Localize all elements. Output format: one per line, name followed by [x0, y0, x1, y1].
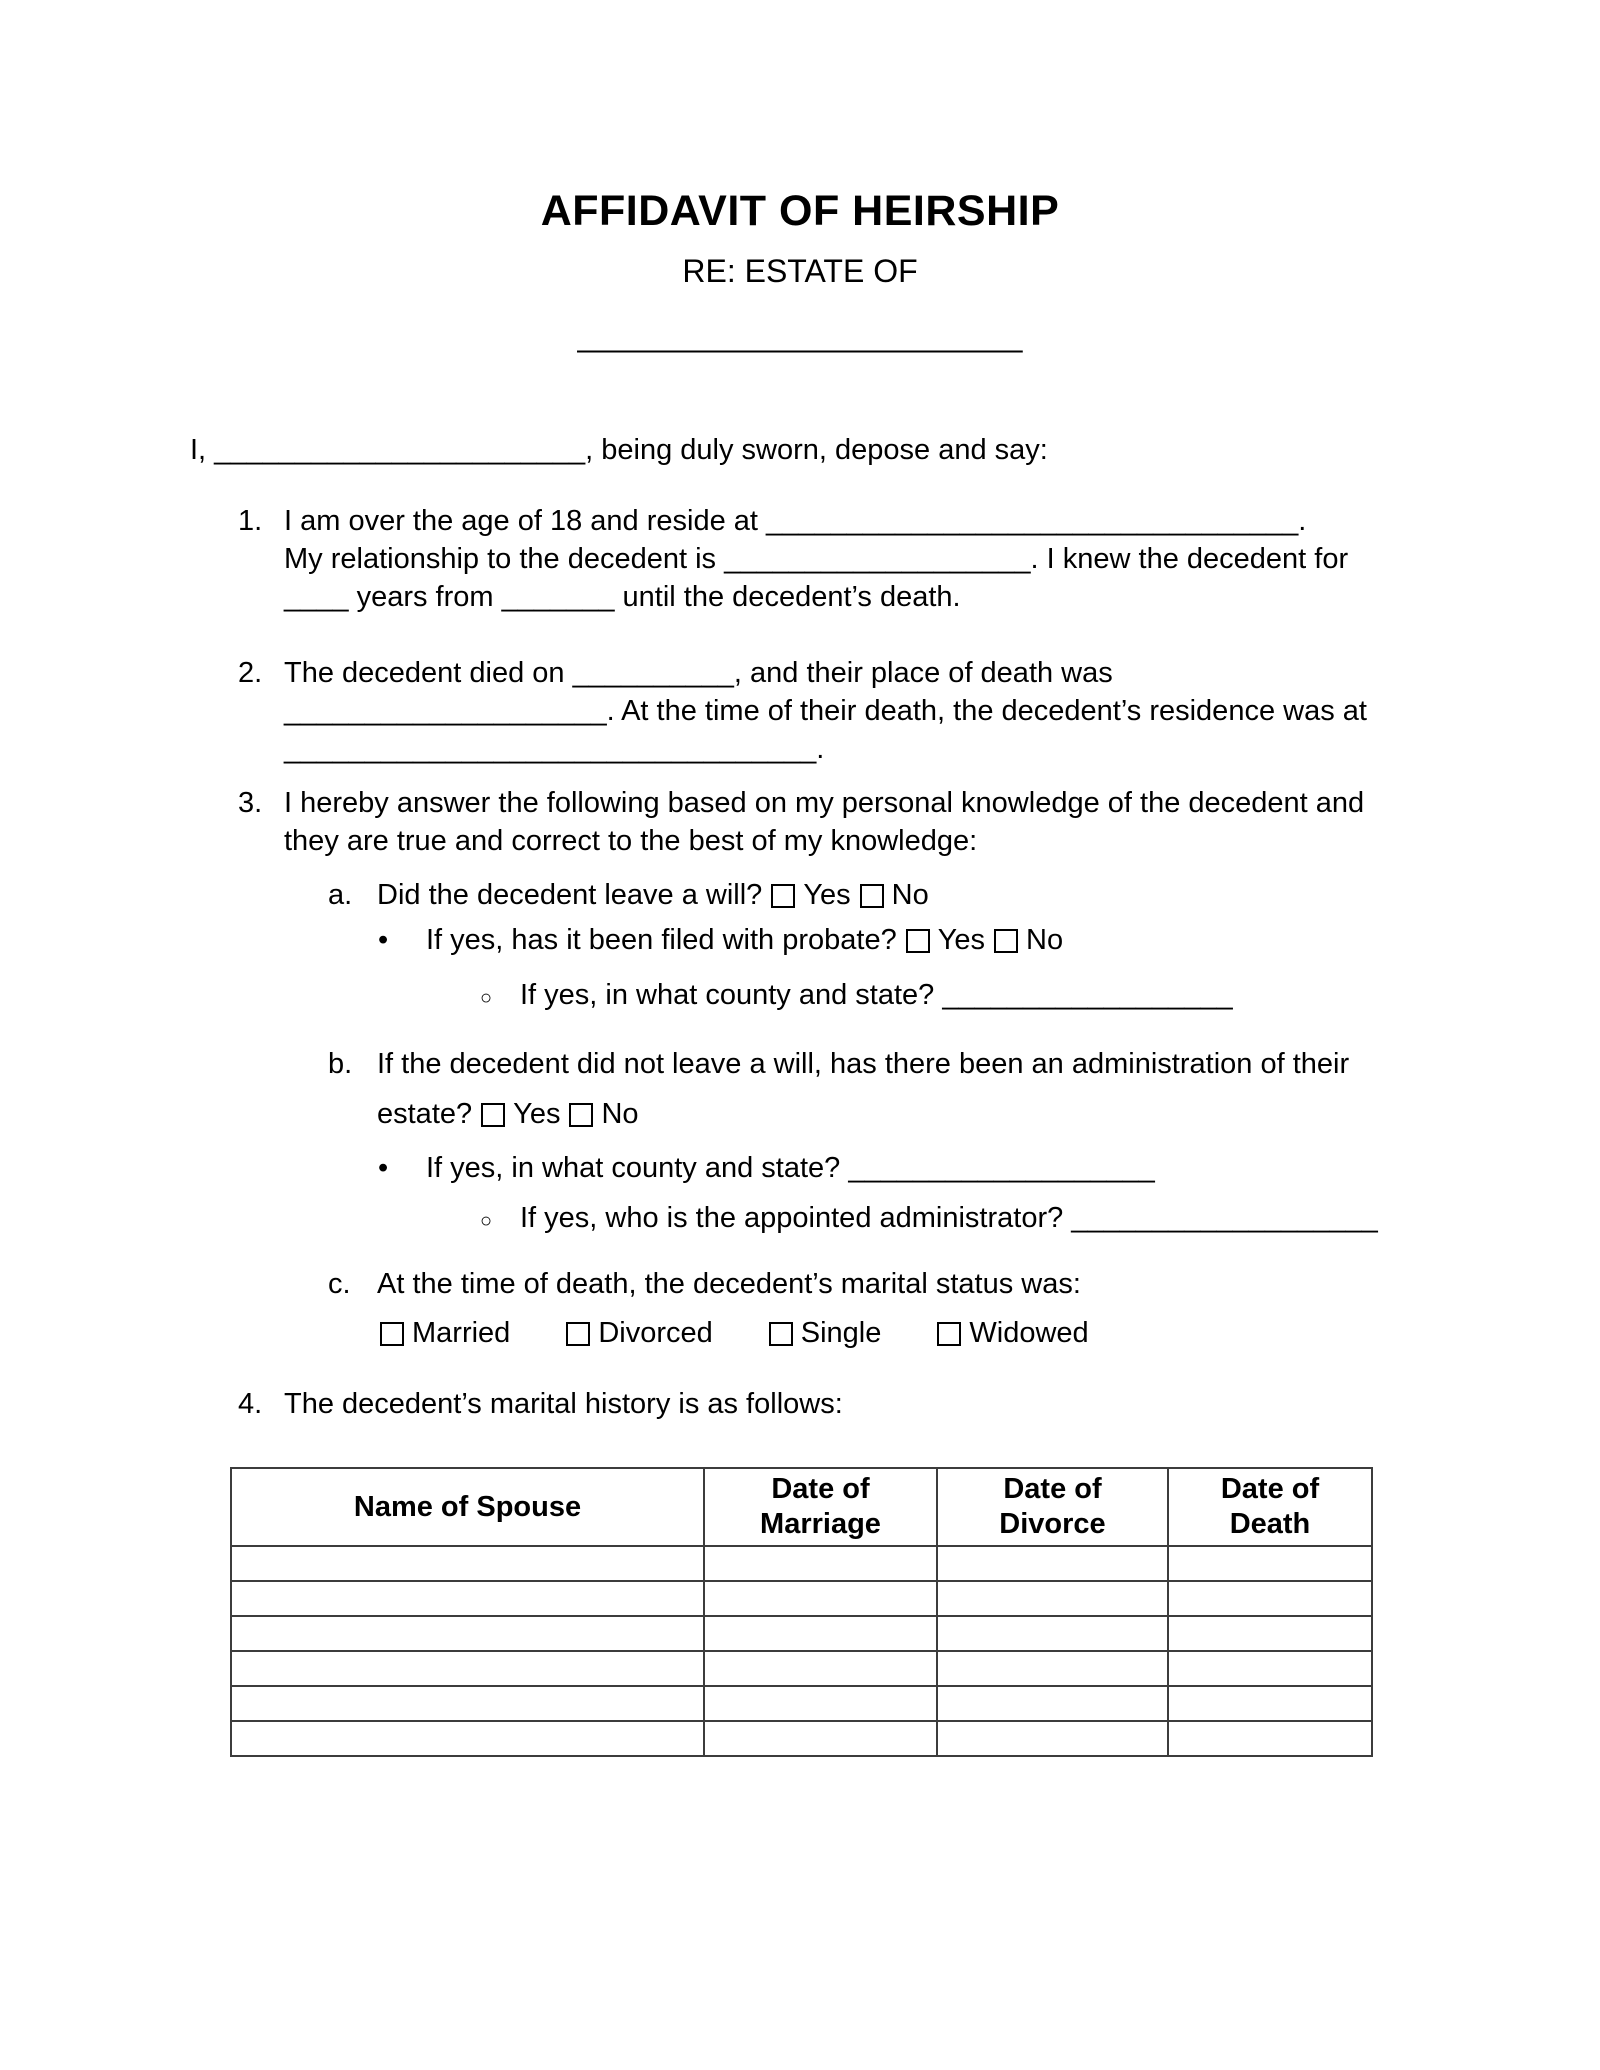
divorce-date-cell[interactable]: [937, 1616, 1168, 1651]
intro-post: , being duly sworn, depose and say:: [585, 434, 1048, 466]
divorce-date-cell[interactable]: [937, 1651, 1168, 1686]
marriage-date-cell[interactable]: [704, 1651, 937, 1686]
spouse-name-cell[interactable]: [231, 1651, 704, 1686]
divorce-date-cell[interactable]: [937, 1581, 1168, 1616]
item-3-line-2: they are true and correct to the best of my knowledge:: [284, 825, 978, 857]
table-row: [231, 1581, 1372, 1616]
question-b-administration-line-1: [190, 1045, 1410, 1083]
item-1-line-2: My relationship to the decedent is ___________________. I knew the decedent for: [284, 543, 1349, 575]
divorced-checkbox[interactable]: [566, 1322, 590, 1346]
marital-option-divorced: [566, 1314, 712, 1352]
document-title: AFFIDAVIT OF HEIRSHIP: [540, 187, 1060, 235]
marriage-date-cell[interactable]: [704, 1581, 937, 1616]
marital-option-single: [769, 1314, 882, 1352]
circle-bullet-icon: ○: [480, 987, 493, 1009]
administration-no-label: No: [601, 1098, 639, 1130]
table-row: [231, 1686, 1372, 1721]
spouse-name-cell[interactable]: [231, 1581, 704, 1616]
marriage-date-cell[interactable]: [704, 1546, 937, 1581]
death-date-cell[interactable]: [1168, 1721, 1372, 1756]
affiant-name-blank[interactable]: _______________________: [214, 434, 586, 466]
question-b-label: b.: [328, 1048, 353, 1080]
question-probate: [190, 921, 1410, 959]
probate-no-checkbox[interactable]: [994, 929, 1018, 953]
affiant-oath-line: [190, 431, 1410, 469]
administration-no-checkbox[interactable]: [569, 1103, 593, 1127]
marriage-date-cell[interactable]: [704, 1616, 937, 1651]
item-2-number: 2.: [238, 657, 263, 689]
spouse-name-cell[interactable]: [231, 1721, 704, 1756]
item-1-number: 1.: [238, 505, 263, 537]
question-b-administration-line-2: [190, 1095, 1410, 1133]
bullet-icon: •: [378, 924, 389, 956]
estate-name-line: [190, 316, 1410, 354]
will-no-checkbox[interactable]: [860, 884, 884, 908]
header-date-of-divorce: Date of Divorce: [937, 1468, 1168, 1546]
will-no-label: No: [891, 879, 929, 911]
question-c-label: c.: [328, 1268, 351, 1300]
single-label: Single: [800, 1317, 882, 1349]
question-probate-county: [190, 976, 1410, 1017]
administration-yes-checkbox[interactable]: [481, 1103, 505, 1127]
question-probate-text: If yes, has it been filed with probate?: [426, 924, 897, 956]
item-4-number: 4.: [238, 1388, 263, 1420]
divorce-date-cell[interactable]: [937, 1721, 1168, 1756]
marital-status-options: [190, 1314, 1410, 1352]
item-1-line-1: [190, 502, 1410, 540]
married-label: Married: [412, 1317, 511, 1349]
item-2-text-1: The decedent died on __________, and their place of death was: [284, 657, 1113, 689]
question-a-label: a.: [328, 879, 353, 911]
widowed-label: Widowed: [969, 1317, 1089, 1349]
item-2-line-3: _________________________________.: [284, 733, 825, 765]
widowed-checkbox[interactable]: [937, 1322, 961, 1346]
probate-no-label: No: [1026, 924, 1064, 956]
item-3-line-1: [190, 784, 1410, 822]
question-c-text: At the time of death, the decedent’s marital status was:: [377, 1268, 1081, 1300]
item-4-line: [190, 1385, 1410, 1423]
marriage-date-cell[interactable]: [704, 1686, 937, 1721]
spouse-name-cell[interactable]: [231, 1616, 704, 1651]
marital-option-married: [380, 1314, 510, 1352]
question-administrator-name: [190, 1199, 1410, 1240]
spouse-name-cell[interactable]: [231, 1686, 704, 1721]
administrator-name-text: If yes, who is the appointed administrator? ___________________: [520, 1202, 1378, 1234]
death-date-cell[interactable]: [1168, 1616, 1372, 1651]
item-1-line-3: ____ years from _______ until the decedent’s death.: [284, 581, 961, 613]
question-c-marital-status: [190, 1265, 1410, 1303]
marital-option-widowed: [937, 1314, 1088, 1352]
single-checkbox[interactable]: [769, 1322, 793, 1346]
item-3-text-1: I hereby answer the following based on my personal knowledge of the decedent and: [284, 787, 1365, 819]
probate-county-text: If yes, in what county and state? __________________: [520, 979, 1233, 1011]
table-row: [231, 1546, 1372, 1581]
item-2-line-2: ____________________. At the time of their death, the decedent’s residence was at: [284, 695, 1367, 727]
divorce-date-cell[interactable]: [937, 1686, 1168, 1721]
death-date-cell[interactable]: [1168, 1581, 1372, 1616]
spouse-name-cell[interactable]: [231, 1546, 704, 1581]
question-a-text: Did the decedent leave a will?: [377, 879, 763, 911]
divorced-label: Divorced: [598, 1317, 713, 1349]
death-date-cell[interactable]: [1168, 1686, 1372, 1721]
table-row: [231, 1651, 1372, 1686]
question-b-estate-text: estate?: [377, 1098, 473, 1130]
item-3-number: 3.: [238, 787, 263, 819]
item-4-text: The decedent’s marital history is as follows:: [284, 1388, 843, 1420]
estate-name-blank[interactable]: _________________________: [577, 317, 1023, 353]
admin-county-text: If yes, in what county and state? ___________________: [426, 1152, 1155, 1184]
document-subtitle: RE: ESTATE OF: [682, 253, 918, 289]
header-name-of-spouse: Name of Spouse: [231, 1468, 704, 1546]
question-admin-county: [190, 1149, 1410, 1187]
circle-bullet-icon: ○: [480, 1210, 493, 1232]
married-checkbox[interactable]: [380, 1322, 404, 1346]
table-header-row: [231, 1468, 1372, 1546]
marriage-date-cell[interactable]: [704, 1721, 937, 1756]
item-1-text-1: I am over the age of 18 and reside at _________________________________.: [284, 505, 1307, 537]
table-row: [231, 1616, 1372, 1651]
intro-pre: I,: [190, 434, 215, 466]
will-yes-label: Yes: [803, 879, 851, 911]
table-row: [231, 1721, 1372, 1756]
header-date-of-death: Date of Death: [1168, 1468, 1372, 1546]
administration-yes-label: Yes: [513, 1098, 561, 1130]
question-a-will: [190, 876, 1410, 914]
will-yes-checkbox[interactable]: [771, 884, 795, 908]
divorce-date-cell[interactable]: [937, 1546, 1168, 1581]
question-b-text: If the decedent did not leave a will, has there been an administration of their: [377, 1048, 1350, 1080]
probate-yes-checkbox[interactable]: [906, 929, 930, 953]
death-date-cell[interactable]: [1168, 1546, 1372, 1581]
bullet-icon: •: [378, 1152, 389, 1184]
probate-yes-label: Yes: [937, 924, 986, 956]
death-date-cell[interactable]: [1168, 1651, 1372, 1686]
header-date-of-marriage: Date of Marriage: [704, 1468, 937, 1546]
marital-history-table: [230, 1467, 1373, 1757]
item-2-line-1: [190, 654, 1410, 692]
